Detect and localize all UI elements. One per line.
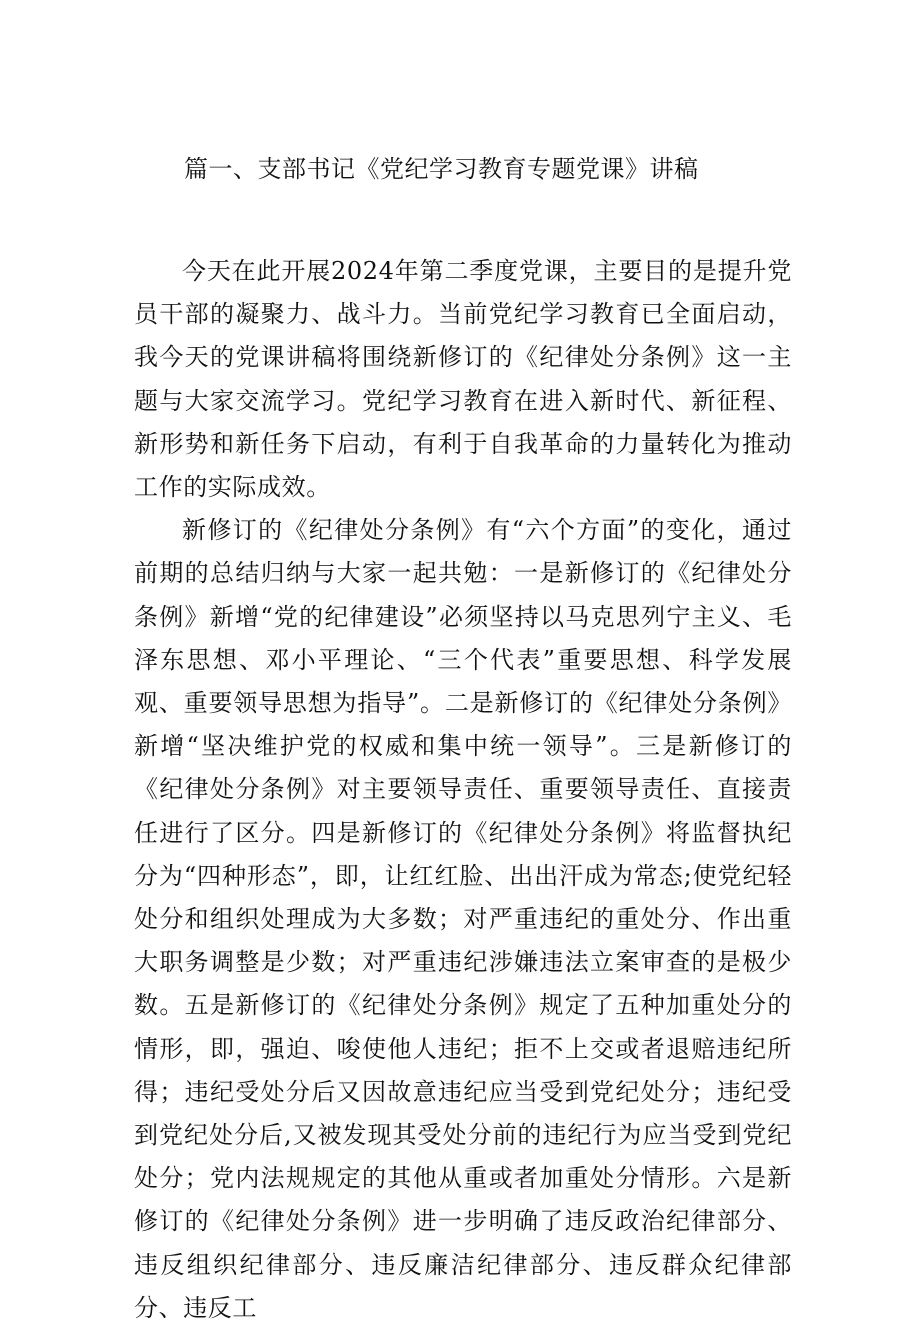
document-title: 篇一、支部书记《党纪学习教育专题党课》讲稿 bbox=[184, 155, 699, 183]
paragraph-1: 今天在此开展2024年第二季度党课，主要目的是提升党员干部的凝聚力、战斗力。当前党纪学习教育已全面启动，我今天的党课讲稿将围绕新修订的《纪律处分条例》这一主题与大家交流学习。党纪学习教育在进入新时代、新征程、新形势和新任务下启动，有利于自我革命的力量转化为推动工作的实际成效。 bbox=[134, 257, 792, 502]
paragraph-2: 新修订的《纪律处分条例》有“六个方面”的变化，通过前期的总结归纳与大家一起共勉：一是新修订的《纪律处分条例》新增“党的纪律建设”必须坚持以马克思列宁主义、毛泽东思想、邓小平理论、“三个代表”重要思想、科学发展观、重要领导思想为指导”。二是新修订的《纪律处分条例》新增“坚决维护党的权威和集中统一领导”。三是新修订的《纪律处分条例》对主要领导责任、重要领导责任、直接责任进行了区分。四是新修订的《纪律处分条例》将监督执纪分为“四种形态”，即，让红红脸、出出汗成为常态;使党纪轻处分和组织处理成为大多数；对严重违纪的重处分、作出重大职务调整是少数；对严重违纪涉嫌违法立案审查的是极少数。五是新修订的《纪律处分条例》规定了五种加重处分的情形，即，强迫、唆使他人违纪；拒不上交或者退赔违纪所得；违纪受处分后又因故意违纪应当受到党纪处分；违纪受到党纪处分后,又被发现其受处分前的违纪行为应当受到党纪处分；党内法规规定的其他从重或者加重处分情形。六是新修订的《纪律处分条例》进一步明确了违反政治纪律部分、违反组织纪律部分、违反廉洁纪律部分、违反群众纪律部分、违反工 bbox=[134, 516, 792, 1322]
document-body bbox=[134, 250, 792, 1330]
